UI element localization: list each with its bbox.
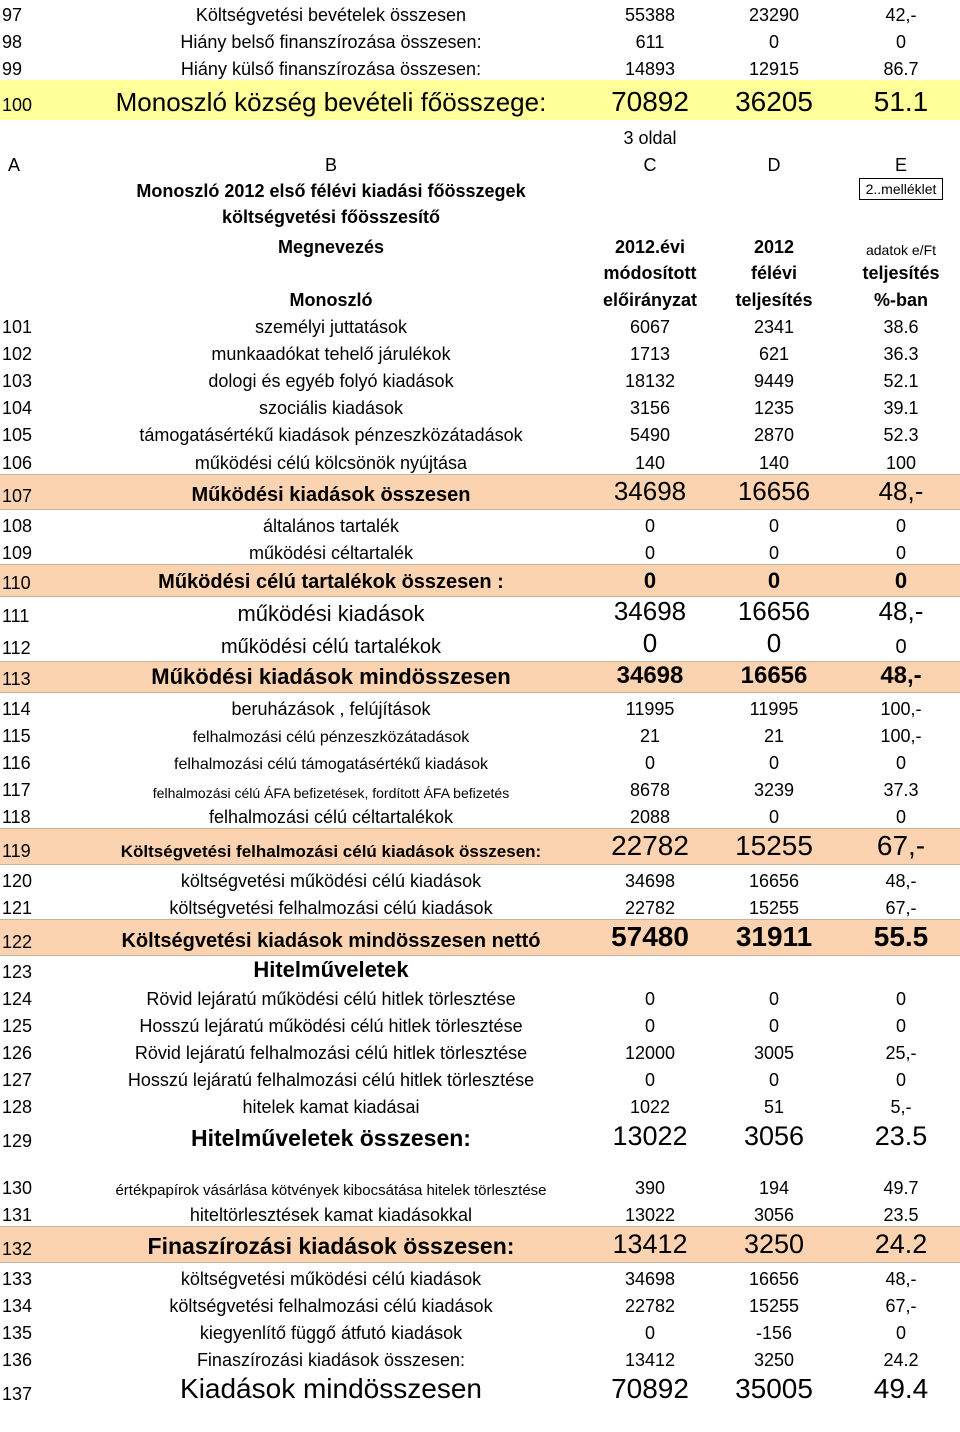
table-row: [0, 774, 960, 801]
row-number: 110: [2, 573, 31, 593]
row-number: 131: [2, 1205, 33, 1225]
table-row: [0, 1118, 960, 1154]
row-label: Működési kiadások mindösszesen: [151, 664, 511, 689]
row-number: 121: [2, 898, 33, 918]
spacer: [0, 1154, 960, 1172]
value-d: 0: [768, 1070, 779, 1090]
header-e-line1: adatok e/Ft: [865, 242, 937, 258]
table-row: [0, 1371, 960, 1407]
table-body: [0, 311, 960, 1407]
row-label: beruházások , felújítások: [231, 699, 431, 719]
table-row: [0, 0, 960, 26]
row-label: Hosszú lejáratú működési célú hitlek törlesztése: [139, 1016, 523, 1036]
value-e: 67,-: [876, 830, 926, 861]
row-label: működési célú tartalékok: [220, 636, 442, 658]
table-row: [0, 564, 960, 597]
value-d: 1235: [753, 398, 795, 418]
header-monoszlo: Monoszló: [289, 290, 373, 310]
value-d: 0: [768, 1016, 779, 1036]
value-c: 14893: [624, 59, 676, 79]
row-number: 127: [2, 1070, 33, 1090]
value-e: 0: [895, 516, 906, 536]
value-c: 70892: [611, 1373, 689, 1404]
value-d: -156: [755, 1323, 793, 1343]
row-label: működési célú kölcsönök nyújtása: [194, 453, 468, 473]
value-c: 13022: [624, 1205, 676, 1225]
value-e: 0: [895, 753, 906, 773]
value-e: 0: [895, 1070, 906, 1090]
value-e: 52.3: [883, 425, 919, 445]
value-e: 0: [895, 807, 906, 827]
row-number: 130: [2, 1178, 33, 1198]
row-number: 104: [2, 398, 33, 418]
value-d: 16656: [740, 662, 808, 689]
value-c: 2088: [629, 807, 671, 827]
header-e-line3: %-ban: [874, 290, 928, 310]
value-c: 18132: [624, 371, 676, 391]
value-c: 5490: [629, 425, 671, 445]
header-d-line1: 2012: [753, 237, 795, 257]
value-c: 1022: [629, 1097, 671, 1117]
value-d: 0: [768, 989, 779, 1009]
value-e: 0: [895, 32, 906, 52]
value-d: 16656: [737, 596, 811, 626]
table-row: [0, 80, 960, 120]
column-letter-a: A: [8, 155, 21, 175]
row-label: Finaszírozási kiadások összesen:: [196, 1350, 466, 1370]
row-number: 118: [2, 807, 31, 827]
report-title: Monoszló 2012 első félévi kiadási főösszegek: [136, 181, 526, 201]
table-row: [0, 1263, 960, 1290]
table-row: [0, 1290, 960, 1317]
column-letter-e: E: [894, 155, 907, 175]
row-label: költségvetési felhalmozási célú kiadások: [169, 1296, 493, 1316]
value-d: 16656: [748, 1269, 800, 1289]
row-label: felhalmozási célú ÁFA befizetések, fordított ÁFA befizetés: [152, 785, 510, 801]
row-number: 113: [2, 669, 31, 689]
row-number: 102: [2, 344, 33, 364]
table-row: [0, 629, 960, 661]
value-c: 0: [644, 989, 655, 1009]
table-row: [0, 919, 960, 956]
value-c: 22782: [611, 830, 689, 861]
row-number: 101: [2, 317, 33, 337]
table-row: [0, 392, 960, 419]
value-c: 1713: [629, 344, 671, 364]
table-row: [0, 892, 960, 919]
value-e: 0: [895, 543, 906, 563]
value-c: 3156: [629, 398, 671, 418]
value-c: 0: [644, 516, 655, 536]
value-e: 48,-: [878, 596, 924, 626]
column-header-row-3: [0, 284, 960, 311]
table-row: [0, 865, 960, 892]
value-c: 611: [635, 32, 665, 52]
value-c: 0: [644, 1016, 655, 1036]
row-number: 128: [2, 1097, 33, 1117]
row-number: 97: [2, 5, 23, 25]
value-c: 13412: [624, 1350, 676, 1370]
value-d: 2341: [753, 317, 795, 337]
row-label: Rövid lejáratú felhalmozási célú hitlek törlesztése: [134, 1043, 528, 1063]
column-letters-row: [0, 149, 960, 176]
row-number: 124: [2, 989, 33, 1009]
table-row: [0, 661, 960, 693]
value-d: 16656: [737, 476, 811, 506]
row-label: Hosszú lejáratú felhalmozási célú hitlek törlesztése: [127, 1070, 535, 1090]
value-c: 140: [634, 453, 666, 473]
value-e: 48,-: [885, 871, 917, 891]
table-row: [0, 53, 960, 80]
row-number: 109: [2, 543, 33, 563]
row-number: 135: [2, 1323, 33, 1343]
value-d: 3239: [753, 780, 795, 800]
value-d: 621: [758, 344, 790, 364]
value-e: 49.7: [883, 1178, 919, 1198]
value-d: 3056: [753, 1205, 795, 1225]
value-e: 67,-: [885, 898, 917, 918]
table-row: [0, 693, 960, 720]
row-number: 117: [2, 780, 31, 800]
header-subtitle-row: [0, 202, 960, 228]
row-number: 107: [2, 486, 33, 506]
row-number: 132: [2, 1239, 33, 1259]
table-row: [0, 1172, 960, 1199]
row-number: 136: [2, 1350, 33, 1370]
value-e: 25,-: [885, 1043, 917, 1063]
table-row: [0, 828, 960, 865]
table-row: [0, 311, 960, 338]
header-d-line2: félévi: [750, 263, 798, 283]
value-c: 22782: [624, 898, 676, 918]
value-e: 24.2: [883, 1350, 919, 1370]
value-e: 100: [885, 453, 917, 473]
table-row: [0, 747, 960, 774]
value-e: 100,-: [880, 726, 922, 746]
row-number: 133: [2, 1269, 33, 1289]
row-label: személyi juttatások: [254, 317, 408, 337]
value-c: 34698: [624, 871, 676, 891]
table-row: [0, 956, 960, 983]
value-c: 70892: [611, 86, 689, 117]
value-e: 23.5: [883, 1205, 919, 1225]
row-number: 112: [2, 638, 31, 658]
value-e: 0: [895, 1323, 906, 1343]
value-e: 67,-: [885, 1296, 917, 1316]
row-label: Hitelműveletek: [253, 957, 409, 982]
value-d: 0: [766, 628, 782, 658]
value-c: 57480: [611, 921, 689, 952]
value-e: 86.7: [883, 59, 919, 79]
value-d: 140: [758, 453, 790, 473]
value-d: 15255: [735, 830, 813, 861]
row-label: dologi és egyéb folyó kiadások: [208, 371, 454, 391]
value-d: 23290: [748, 5, 800, 25]
table-row: [0, 597, 960, 629]
row-label: Kiadások mindösszesen: [180, 1373, 482, 1404]
value-c: 0: [643, 568, 657, 593]
row-label: Hitelműveletek összesen:: [191, 1125, 471, 1151]
value-d: 11995: [749, 699, 799, 719]
table-row: [0, 720, 960, 747]
value-e: 55.5: [873, 921, 929, 952]
row-label: Finaszírozási kiadások összesen:: [147, 1233, 515, 1259]
row-number: 129: [2, 1131, 33, 1151]
row-label: Rövid lejáratú működési célú hitlek törlesztése: [146, 989, 516, 1009]
value-d: 12915: [748, 59, 800, 79]
row-label: működési kiadások: [237, 601, 425, 626]
row-label: hitelek kamat kiadásai: [242, 1097, 420, 1117]
value-e: 5,-: [890, 1097, 912, 1117]
value-d: 9449: [753, 371, 795, 391]
value-e: 42,-: [885, 5, 917, 25]
table-row: [0, 446, 960, 474]
table-row: [0, 1344, 960, 1371]
value-e: 0: [894, 568, 908, 593]
column-letter-b: B: [324, 155, 337, 175]
value-c: 0: [644, 1323, 655, 1343]
value-d: 0: [767, 568, 781, 593]
header-megnevezes: Megnevezés: [277, 237, 385, 257]
row-label: hiteltörlesztések kamat kiadásokkal: [189, 1205, 473, 1225]
header-title-row: [0, 176, 960, 202]
header-c-line3: előirányzat: [602, 290, 698, 310]
report-subtitle: költségvetési főösszesítő: [221, 207, 441, 227]
value-e: 100,-: [880, 699, 922, 719]
row-number: 100: [2, 95, 33, 115]
value-c: 8678: [629, 780, 671, 800]
value-e: 0: [895, 1016, 906, 1036]
value-e: 49.4: [873, 1373, 929, 1404]
value-c: 0: [644, 1070, 655, 1090]
row-label: Működési kiadások összesen: [191, 484, 471, 506]
row-label: Költségvetési kiadások mindösszesen nettó: [121, 930, 541, 952]
value-e: 38.6: [883, 317, 919, 337]
row-number: 126: [2, 1043, 33, 1063]
row-number: 114: [2, 699, 31, 719]
value-c: 22782: [624, 1296, 676, 1316]
value-c: 55388: [624, 5, 676, 25]
value-d: 0: [768, 807, 779, 827]
value-d: 3250: [753, 1350, 795, 1370]
value-e: 48,-: [885, 1269, 917, 1289]
row-number: 115: [2, 726, 31, 746]
value-d: 15255: [748, 1296, 800, 1316]
column-letter-c: C: [643, 155, 657, 175]
row-label: Monoszló község bevételi főösszege:: [115, 87, 547, 117]
value-c: 13412: [612, 1229, 688, 1259]
value-c: 11995: [625, 699, 675, 719]
row-number: 122: [2, 932, 33, 952]
row-number: 137: [2, 1384, 33, 1404]
row-number: 120: [2, 871, 33, 891]
row-label: működési céltartalék: [248, 543, 414, 563]
value-d: 51: [763, 1097, 785, 1117]
value-c: 34698: [613, 596, 687, 626]
row-label: értékpapírok vásárlása kötvények kibocsátása hitelek törlesztése: [115, 1182, 547, 1199]
value-d: 0: [768, 753, 779, 773]
column-header-row-2: [0, 258, 960, 284]
row-label: felhalmozási célú pénzeszközátadások: [192, 729, 470, 746]
row-label: költségvetési működési célú kiadások: [180, 1269, 482, 1289]
page-marker: 3 oldal: [623, 128, 677, 148]
value-d: 0: [768, 32, 779, 52]
row-number: 111: [2, 606, 30, 626]
table-row: [0, 510, 960, 537]
row-label: felhalmozási célú céltartalékok: [208, 807, 454, 827]
header-c-line1: 2012.évi: [614, 237, 686, 257]
value-d: 15255: [748, 898, 800, 918]
value-c: 0: [644, 543, 655, 563]
row-label: szociális kiadások: [258, 398, 404, 418]
value-d: 21: [763, 726, 785, 746]
row-label: Működési célú tartalékok összesen :: [158, 571, 504, 593]
table-row: [0, 1091, 960, 1118]
value-e: 48,-: [878, 476, 924, 506]
value-c: 13022: [612, 1121, 688, 1151]
row-number: 134: [2, 1296, 33, 1316]
value-e: 36.3: [883, 344, 919, 364]
row-number: 119: [2, 841, 31, 861]
column-letter-d: D: [767, 155, 781, 175]
row-label: felhalmozási célú támogatásértékű kiadások: [174, 756, 488, 773]
row-label: költségvetési működési célú kiadások: [180, 871, 482, 891]
table-row: [0, 26, 960, 53]
row-label: munkaadókat tehelő járulékok: [211, 344, 451, 364]
row-number: 116: [2, 753, 31, 773]
header-c-line2: módosított: [603, 263, 697, 283]
table-row: [0, 338, 960, 365]
value-d: 3005: [753, 1043, 795, 1063]
value-e: 52.1: [883, 371, 919, 391]
page-marker-row: [0, 120, 960, 149]
value-c: 0: [644, 753, 655, 773]
table-row: [0, 419, 960, 446]
row-number: 106: [2, 453, 33, 473]
row-number: 123: [2, 962, 33, 982]
value-d: 16656: [748, 871, 800, 891]
value-c: 0: [642, 628, 658, 658]
table-row: [0, 537, 960, 564]
value-d: 3056: [743, 1121, 805, 1151]
table-row: [0, 1010, 960, 1037]
value-c: 6067: [629, 317, 671, 337]
value-e: 24.2: [874, 1229, 928, 1259]
value-d: 35005: [735, 1373, 813, 1404]
table-row: [0, 983, 960, 1010]
row-number: 103: [2, 371, 33, 391]
table-row: [0, 1317, 960, 1344]
row-label: költségvetési felhalmozási célú kiadások: [169, 898, 493, 918]
value-e: 48,-: [880, 662, 922, 689]
row-label: Hiány belső finanszírozása összesen:: [180, 32, 482, 52]
row-number: 125: [2, 1016, 33, 1036]
value-d: 3250: [743, 1229, 805, 1259]
row-label: kiegyenlítő függő átfutó kiadások: [199, 1323, 463, 1343]
row-label: általános tartalék: [262, 516, 400, 536]
attachment-label: 2..melléklet: [859, 178, 944, 200]
value-c: 21: [639, 726, 661, 746]
value-e: 0: [895, 636, 907, 658]
value-c: 390: [634, 1178, 666, 1198]
value-d: 31911: [735, 921, 813, 952]
row-label: Költségvetési bevételek összesen: [195, 5, 467, 25]
value-e: 0: [895, 989, 906, 1009]
row-number: 108: [2, 516, 33, 536]
value-d: 0: [768, 543, 779, 563]
header-d-line3: teljesítés: [735, 290, 813, 310]
table-row: [0, 1037, 960, 1064]
value-c: 34698: [613, 476, 687, 506]
row-label: Költségvetési felhalmozási célú kiadások összesen:: [120, 842, 542, 861]
value-e: 37.3: [883, 780, 919, 800]
header-e-line2: teljesítés: [862, 263, 940, 283]
row-number: 99: [2, 59, 23, 79]
value-d: 2870: [753, 425, 795, 445]
row-number: 105: [2, 425, 33, 445]
table-row: [0, 365, 960, 392]
value-c: 12000: [624, 1043, 676, 1063]
value-e: 51.1: [873, 86, 929, 117]
value-c: 34698: [624, 1269, 676, 1289]
value-c: 34698: [616, 662, 684, 689]
table-row: [0, 474, 960, 510]
column-header-row-1: [0, 228, 960, 258]
table-row: [0, 1199, 960, 1226]
row-label: Hiány külső finanszírozása összesen:: [180, 59, 482, 79]
value-d: 194: [758, 1178, 790, 1198]
table-row: [0, 1226, 960, 1263]
value-d: 0: [768, 516, 779, 536]
row-number: 98: [2, 32, 23, 52]
value-e: 39.1: [883, 398, 919, 418]
row-label: támogatásértékű kiadások pénzeszközátadások: [139, 425, 523, 445]
value-d: 36205: [735, 86, 813, 117]
table-row: [0, 801, 960, 828]
value-e: 23.5: [874, 1121, 928, 1151]
table-row: [0, 1064, 960, 1091]
